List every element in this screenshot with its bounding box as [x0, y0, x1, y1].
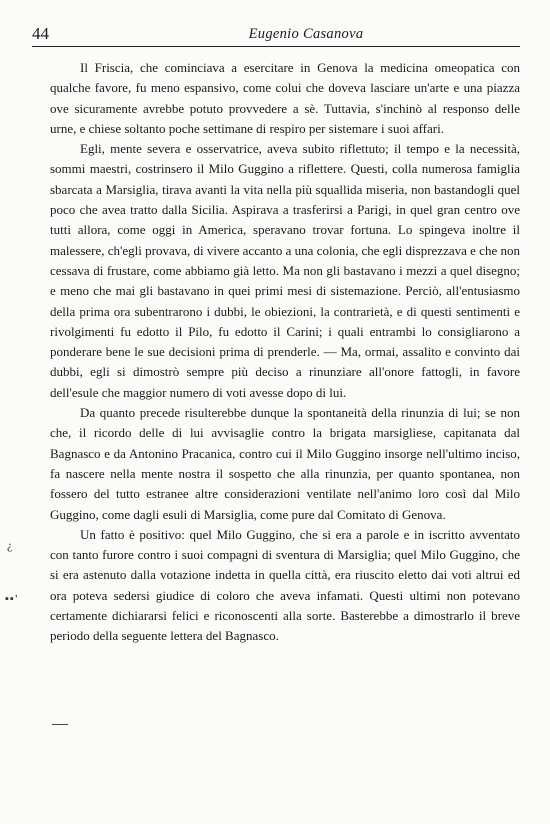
body-text: [50, 58, 520, 647]
page-number: 44: [32, 24, 49, 43]
paragraph-3: Da quanto precede risulterebbe dunque la spontaneità della rinunzia di lui; se non che, il ricordo delle di lui avvisaglie contro la brigata marsigliese, capitanata dal Bagnasco e da Antonino Pracanica, contro cui il Milo Guggino insorge nell'ultimo inciso, fa nascere nella mente nostra il sospetto che alla rinunzia, per quanto spontanea, non fossero del tutto estranee altre considerazioni ventilate nell'animo loro così dal Milo Guggino, come dagli esuli di Marsiglia, come pure dal Comitato di Genova.: [50, 405, 520, 522]
margin-mark: ¿: [7, 538, 13, 552]
paragraph-1: Il Friscia, che cominciava a esercitare in Genova la medicina omeopatica con qualche favore, fu meno espansivo, come colui che doveva lasciare un'arte e una piazza ove sicuramente avrebbe potuto provvedere a sè. Tuttavia, s'inchinò al responso delle urne, e chiese soltanto poche settimane di respiro per sistemare i suoi affari.: [50, 60, 520, 136]
running-title: Eugenio Casanova: [248, 26, 364, 42]
paragraph-2: Egli, mente severa e osservatrice, aveva subito riflettuto; il tempo e la necessità, sommi maestri, costrinsero il Milo Guggino a riflettere. Questi, colla numerosa famiglia sbarcata a Marsiglia, tirava avanti la vita nella più squallida miseria, non bastandogli quel poco che avea tratto dalla Sicilia. Aspirava a trasferirsi a Parigi, in quel gran centro ove tutti allora, come oggi in America, speravano trovar fortuna. Lo spingeva inoltre il malessere, ch'egli provava, di vivere accanto a una colonia, che egli disprezzava e che non cessava di frustare, come abbiamo già letto. Ma non gli bastavano i mezzi a quel disegno; e meno che mai gli bastavano in quei primi mesi di sistemazione. Perciò, all'entusiasmo della prima ora subentrarono i dubbi, le obiezioni, la contrarietà, e di questi sentimenti e rivolgimenti fu edotto il Pilo, fu edotto il Carini; i quali entrambi lo consigliarono a ponderare bene le sue decisioni prima di prenderle. — Ma, ormai, assalito e convinto dai dubbi, egli si dimostrò sempre più deciso a rinunziare all'onore fattogli, in favore dell'esule che maggior numero di voti avesse dopo di lui.: [50, 141, 520, 400]
paragraph-4: Un fatto è positivo: quel Milo Guggino, che si era a parole e in iscritto avventato con tanto furore contro i suoi compagni di sventura di Marsiglia; quel Milo Guggino, che si era astenuto dalla votazione indetta in quella città, era riuscito eletto dai voti altrui ed ora poteva sedersi giudice di coloro che aveva infamati. Questi ultimi non potevano certamente dichiararsi felici e riconoscenti alla sorte. Basterebbe a dimostrarlo il breve periodo della seguente lettera del Bagnasco.: [50, 526, 520, 644]
margin-mark: ▪▪': [5, 593, 19, 605]
page-header: [32, 24, 520, 46]
footer-dash: [52, 724, 68, 725]
header-rule: [32, 46, 520, 47]
